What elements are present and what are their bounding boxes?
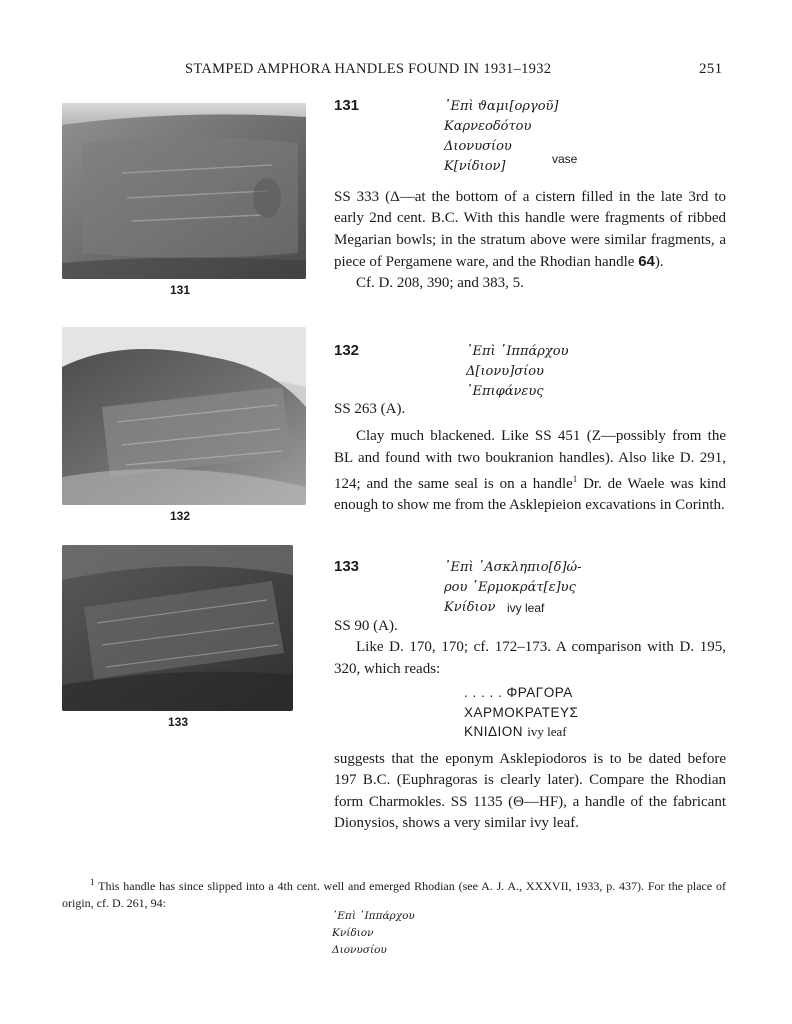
footnote-marker: 1	[572, 473, 578, 484]
inscription-line: Δ[ιονυ]σίου	[466, 364, 544, 379]
photo-caption-131: 131	[170, 283, 191, 297]
paragraph: SS 263 (A).	[334, 401, 406, 417]
paragraph: Clay much blackened. Like SS 451 (Z—possibly from the BL and found with two boukranion handles). Also like D. 291, 124; and the same seal is on a handle$^1$ Dr. de Waele was kind enough to show me from the Asklepieion excavations in Corinth.	[334, 428, 726, 514]
inscription-132	[466, 342, 569, 402]
inscription-line: ᾿Επὶ ᾿Ασκληπιο[δ]ώ-	[444, 560, 582, 575]
footnote: $^1$ This handle has since slipped into a 4th cent. well and emerged Rhodian (see A. J. A., XXXVII, 1933, p. 437). For the place of origin, cf. D. 261, 94:	[62, 877, 726, 910]
entry-text-132	[334, 399, 726, 516]
comparison-line: ΧΑΡΜΟΚΡΑΤΕΥΣ	[464, 704, 579, 720]
inscription-line: Κνίδιον	[332, 927, 374, 939]
photo-caption-132: 132	[170, 509, 191, 523]
entry-conclusion-133	[334, 749, 726, 834]
inscription-line: ᾿Επὶ ῾Ιππάρχου	[332, 910, 415, 922]
inscription-line: Διονυσίου	[444, 139, 512, 154]
photo-handle-131	[62, 103, 306, 279]
paragraph: suggests that the eponym Asklepiodoros is to be dated before 197 B.C. (Euphragoras is clearly later). Compare the Rhodian form Charmokles. SS 1135 (Θ—HF), a handle of the fabricant Dionysios, shows a very similar ivy leaf.	[334, 751, 726, 831]
inscription-line: Διονυσίου	[332, 944, 387, 956]
inscription-line: ρου ῾Ερμοκράτ[ε]υς	[444, 580, 576, 595]
inscription-line: ᾿Επὶ ῾Ιππάρχου	[466, 344, 569, 359]
inscription-line: Κνίδιον	[444, 600, 496, 615]
entry-number-132: 132	[334, 342, 360, 359]
photo-handle-132	[62, 327, 306, 505]
inscription-131	[444, 97, 559, 177]
inscription-line: Καρνεοδότου	[444, 119, 532, 134]
inscription-line: ᾿Επιφάνευς	[466, 384, 544, 399]
inscription-line: Κ[νίδιον]	[444, 159, 506, 174]
comparison-note: ivy leaf	[527, 724, 567, 739]
comparison-line: ΚΝΙΔΙΟΝ ivy leaf	[464, 724, 567, 739]
cross-reference: 64	[638, 252, 655, 270]
entry-number-131: 131	[334, 97, 360, 114]
footnote-inscription	[332, 908, 415, 959]
running-title: STAMPED AMPHORA HANDLES FOUND IN 1931–1932	[185, 61, 552, 77]
paragraph: SS 90 (A).	[334, 618, 398, 634]
footnote-number: 1	[90, 877, 95, 887]
inscription-note-133: ivy leaf	[507, 601, 545, 615]
entry-text-133	[334, 616, 726, 680]
entry-text-131	[334, 187, 726, 294]
paragraph: SS 333 (Δ—at the bottom of a cistern filled in the late 3rd to early 2nd cent. B.C. With this handle were fragments of ribbed Megarian bowls; in the stratum above were similar fragments, a piece of Pergamene ware, and the Rhodian handle 64).	[334, 189, 726, 270]
inscription-note-131: vase	[552, 152, 578, 166]
paragraph: Cf. D. 208, 390; and 383, 5.	[356, 275, 524, 292]
paragraph: Like D. 170, 170; cf. 172–173. A comparison with D. 195, 320, which reads:	[334, 639, 726, 677]
comparison-inscription	[464, 683, 578, 742]
entry-number-133: 133	[334, 558, 360, 575]
comparison-line: . . . . . ΦΡΑΓΟΡΑ	[464, 685, 573, 700]
photo-caption-133: 133	[168, 715, 189, 729]
photo-handle-133	[62, 545, 293, 711]
inscription-line: ᾿Επὶ ϑαμι[οργοῦ]	[444, 99, 559, 114]
page-number: 251	[699, 61, 723, 77]
